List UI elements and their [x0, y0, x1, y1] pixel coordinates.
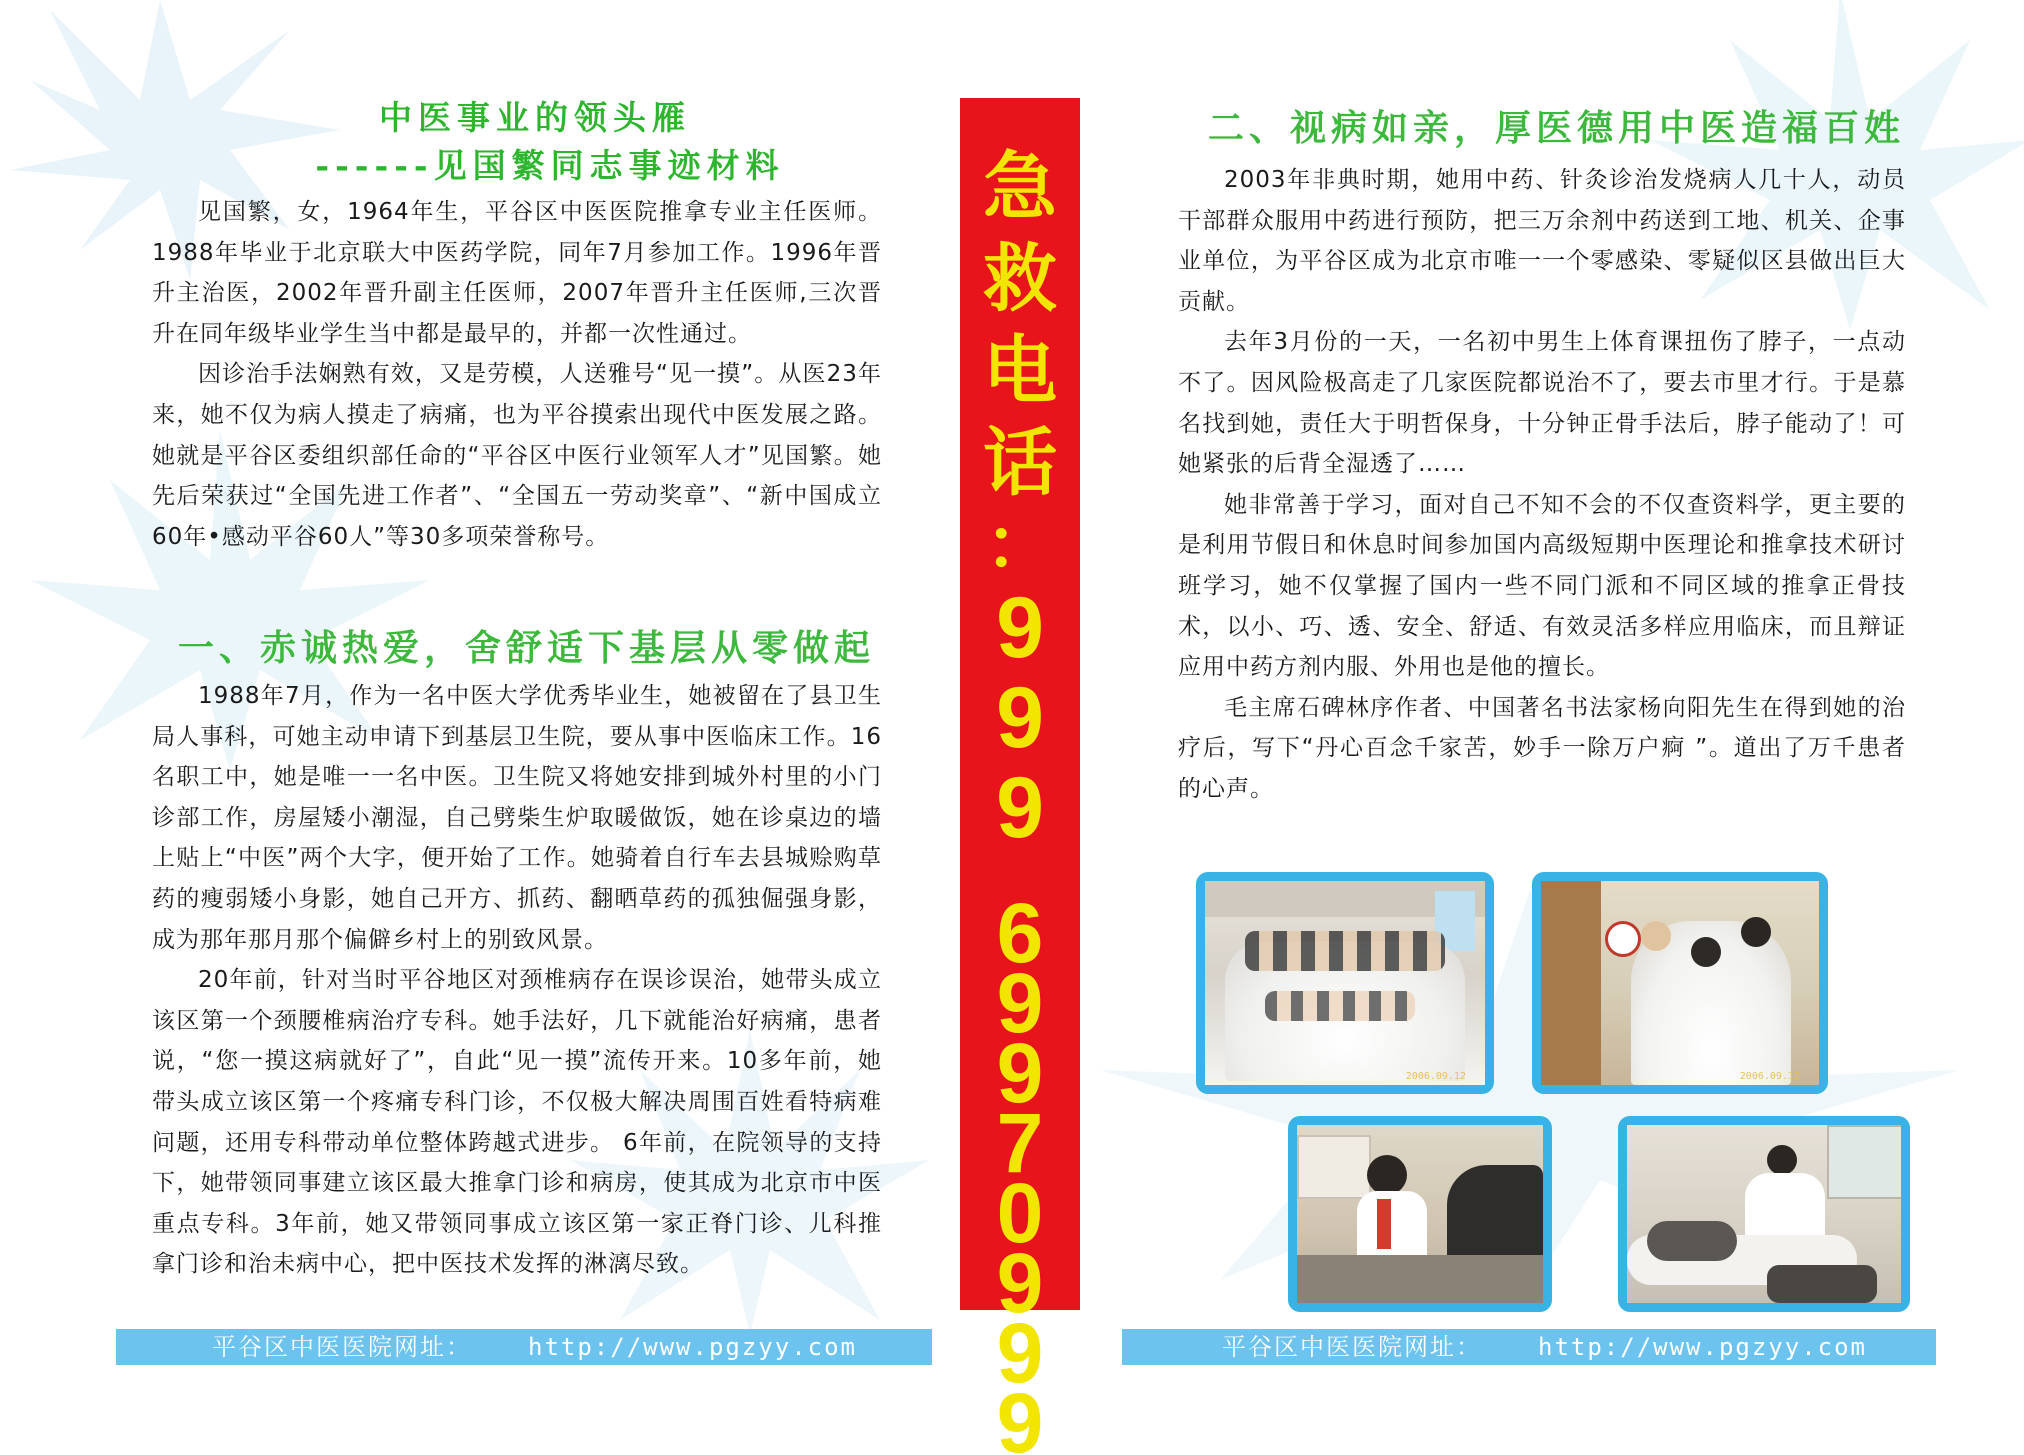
section-2-paragraph-1: 2003年非典时期，她用中药、针灸诊治发烧病人几十人，动员干部群众服用中药进行预防，把三万余剂中药送到工地、机关、企事业单位，为平谷区成为北京市唯一一个零感染、零疑似区县做出巨大贡献。: [1178, 167, 1906, 315]
hotline-char: 救: [983, 236, 1057, 322]
footer-website-label: 平谷区中医医院网址：: [212, 1333, 472, 1361]
hotline-number-69970999: 69970999: [973, 886, 1067, 1446]
section-1-paragraph-1: 1988年7月，作为一名中医大学优秀毕业生，她被留在了县卫生局人事科，可她主动申请下到基层卫生院，要从事中医临床工作。16名职工中，她是唯一一名中医。卫生院又将她安排到城外村里的小门诊部工作，房屋矮小潮湿，自己劈柴生炉取暖做饭，她在诊桌边的墙上贴上“中医”两个大字，便开始了工作。她骑着自行车去县城赊购草药的瘦弱矮小身影，她自己开方、抓药、翻晒草药的孤独倔强身影，成为那年那月那个偏僻乡村上的别致风景。: [152, 683, 882, 953]
page-title: 中医事业的领头雁: [379, 98, 691, 137]
hotline-char: ：: [985, 503, 1055, 585]
right-section-2: [1178, 160, 1906, 810]
page-subtitle: ------见国繁同志事迹材料: [315, 146, 785, 185]
hotline-char: 话: [983, 420, 1057, 506]
hotline-number-long: [960, 886, 1080, 1455]
hotline-number-short: [960, 580, 1080, 859]
section-1-paragraph-2: 20年前，针对当时平谷地区对颈椎病存在误诊误治，她带头成立该区第一个颈腰椎病治疗专科。她手法好，几下就能治好病痛，患者说，“您一摸这病就好了”，自此“见一摸”流传开来。10多年前，她带头成立该区第一个疼痛专科门诊，不仅极大解决周围百姓看特病难问题，还用专科带动单位整体跨越式进步。 6年前，在院领导的支持下，她带领同事建立该区最大推拿门诊和病房，使其成为北京市中医重点专科。3年前，她又带领同事成立该区第一家正脊门诊、儿科推拿门诊和治未病中心，把中医技术发挥的淋漓尽致。: [152, 967, 882, 1278]
emergency-hotline-banner: [960, 98, 1080, 1446]
hotline-char: 电: [983, 328, 1057, 414]
section-1-title: 一、赤诚热爱，舍舒适下基层从零做起: [178, 627, 876, 669]
section-2-paragraph-4: 毛主席石碑林序作者、中国著名书法家杨向阳先生在得到她的治疗后，写下“丹心百念千家苦，妙手一除万户痾 ”。道出了万千患者的心声。: [1178, 694, 1906, 802]
footer-website-label: 平谷区中医医院网址：: [1222, 1333, 1482, 1361]
hotline-number-999: 999: [972, 580, 1068, 850]
intro-paragraph-2: 因诊治手法娴熟有效，又是劳模，人送雅号“见一摸”。从医23年来，她不仅为病人摸走了病痛，也为平谷摸索出现代中医发展之路。她就是平谷区委组织部任命的“平谷区中医行业领军人才”见国繁。她先后荣获过“全国先进工作者”、“全国五一劳动奖章”、“新中国成立60年•感动平谷60人”等30多项荣誉称号。: [152, 361, 882, 550]
footer-right: [1122, 1329, 1936, 1365]
photo-group-staff: [1196, 872, 1494, 1094]
intro-paragraph-1: 见国繁，女，1964年生，平谷区中医医院推拿专业主任医师。1988年毕业于北京联大中医药学院，同年7月参加工作。1996年晋升主治医，2002年晋升副主任医师，2007年晋升主任医师,三次晋升在同年级毕业学生当中都是最早的，并都一次性通过。: [152, 199, 882, 347]
hotline-char: 急: [983, 144, 1057, 230]
section-2-title: 二、视病如亲，厚医德用中医造福百姓: [1208, 107, 1906, 149]
section-2-paragraph-2: 去年3月份的一天，一名初中男生上体育课扭伤了脖子，一点动不了。因风险极高走了几家医院都说治不了，要去市里才行。于是慕名找到她，责任大于明哲保身，十分钟正骨手法后，脖子能动了！可她紧张的后背全湿透了……: [1178, 329, 1906, 478]
left-section-1: [152, 676, 882, 1285]
section-2-paragraph-3: 她非常善于学习，面对自己不知不会的不仅查资料学，更主要的是利用节假日和休息时间参加国内高级短期中医理论和推拿技术研讨班学习，她不仅掌握了国内一些不同门派和不同区域的推拿正骨技术，以小、巧、透、安全、舒适、有效灵活多样应用临床，而且辩证应用中药方剂内服、外用也是他的擅长。: [1178, 491, 1906, 681]
photo-doctors-corridor: [1532, 872, 1828, 1094]
photo-date-stamp: 2006.09.12: [1739, 1071, 1800, 1082]
left-intro: [152, 192, 882, 557]
photo-massage-treatment: [1618, 1116, 1910, 1312]
photo-date-stamp: 2006.09.12: [1405, 1071, 1466, 1082]
footer-website-url[interactable]: http://www.pgzyy.com: [1538, 1333, 1867, 1361]
footer-left: [116, 1329, 932, 1365]
footer-website-url[interactable]: http://www.pgzyy.com: [528, 1333, 857, 1361]
photo-consultation: [1288, 1116, 1552, 1312]
